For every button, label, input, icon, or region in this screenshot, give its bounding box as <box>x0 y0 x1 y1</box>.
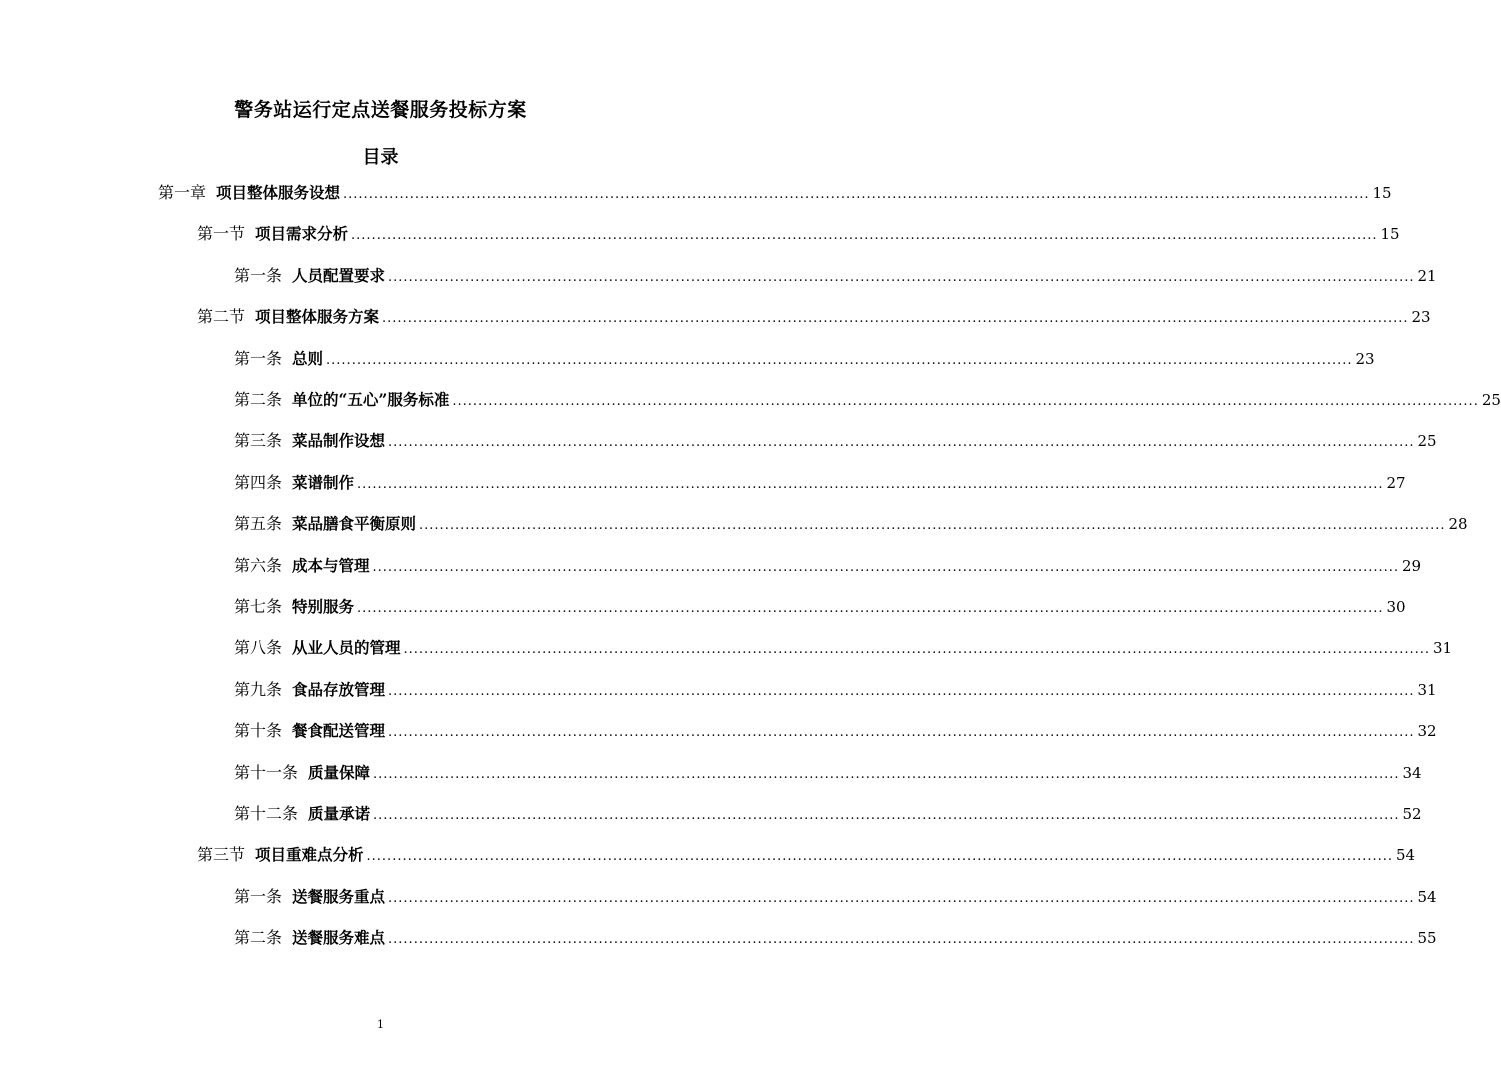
toc-entry-label: 从业人员的管理 <box>292 638 401 658</box>
toc-leader-dots: ........................................................................................................................................................................................................ <box>372 559 1399 575</box>
toc-leader-dots: ........................................................................................................................................................................................................ <box>373 808 1400 823</box>
toc-entry-number: 第七条 <box>234 597 283 616</box>
toc-entry-number: 第一条 <box>234 348 283 368</box>
toc-entry[interactable] <box>234 511 1468 537</box>
toc-entry[interactable] <box>158 180 1392 206</box>
toc-entry[interactable] <box>234 263 1437 289</box>
toc-entry-page: 30 <box>1386 598 1406 616</box>
toc-entry-page: 34 <box>1402 763 1422 782</box>
toc-entry-page: 28 <box>1448 515 1468 534</box>
toc-entry-label: 餐食配送管理 <box>292 721 386 741</box>
toc-entry-number: 第六条 <box>234 555 283 575</box>
toc-entry-page: 54 <box>1396 846 1416 865</box>
toc-entry-label: 特别服务 <box>292 597 355 616</box>
toc-leader-dots: ........................................................................................................................................................................................................ <box>419 518 1446 534</box>
toc-entry-page: 54 <box>1417 887 1437 906</box>
toc-entry-page: 52 <box>1402 805 1422 823</box>
toc-entry-number: 第二条 <box>234 928 283 948</box>
toc-entry-page: 29 <box>1402 556 1422 575</box>
toc-entry-number: 第三条 <box>234 431 283 451</box>
toc-leader-dots: ........................................................................................................................................................................................................ <box>357 476 1384 492</box>
toc-entry-page: 31 <box>1417 680 1437 699</box>
toc-entry-number: 第二条 <box>234 390 283 409</box>
toc-entry-number: 第十一条 <box>234 762 299 782</box>
toc-entry-label: 成本与管理 <box>292 555 370 575</box>
toc-entry-label: 菜品膳食平衡原则 <box>292 514 417 534</box>
toc-entry[interactable] <box>234 677 1437 703</box>
toc-entry-page: 25 <box>1481 391 1501 409</box>
toc-leader-dots: ........................................................................................................................................................................................................ <box>388 890 1415 906</box>
toc-entry-page: 23 <box>1355 349 1375 368</box>
toc-entry[interactable] <box>234 594 1406 620</box>
toc-entry-label: 菜谱制作 <box>292 472 355 492</box>
toc-entry-page: 27 <box>1386 473 1406 492</box>
toc-entry[interactable] <box>197 842 1416 868</box>
toc-leader-dots: ........................................................................................................................................................................................................ <box>357 601 1384 616</box>
toc-entry[interactable] <box>234 760 1422 786</box>
toc-entry-label: 项目整体服务方案 <box>255 307 380 327</box>
toc-leader-dots: ........................................................................................................................................................................................................ <box>382 311 1409 327</box>
toc-leader-dots: ........................................................................................................................................................................................................ <box>343 187 1370 202</box>
toc-entry-label: 项目重难点分析 <box>255 845 364 865</box>
toc-entry-label: 送餐服务重点 <box>292 886 386 906</box>
toc-entry-page: 15 <box>1372 184 1392 202</box>
toc-entry-page: 55 <box>1417 929 1437 948</box>
toc-heading: 目录 <box>362 147 399 168</box>
toc-entry-label: 项目需求分析 <box>255 224 349 244</box>
toc-entry[interactable] <box>197 221 1400 247</box>
toc-entry[interactable] <box>234 884 1437 910</box>
toc-entry-number: 第十条 <box>234 721 283 741</box>
toc-leader-dots: ........................................................................................................................................................................................................ <box>403 642 1430 658</box>
toc-entry[interactable] <box>234 925 1437 951</box>
toc-entry-label: 送餐服务难点 <box>292 928 386 948</box>
toc-entry-label: 质量承诺 <box>308 804 371 823</box>
toc-entry-number: 第三节 <box>197 845 246 865</box>
toc-entry[interactable] <box>234 428 1437 454</box>
toc-entry-number: 第一条 <box>234 886 283 906</box>
toc-entry[interactable] <box>234 470 1406 496</box>
toc-entry[interactable] <box>234 801 1422 827</box>
toc-entry-number: 第五条 <box>234 514 283 534</box>
toc-leader-dots: ........................................................................................................................................................................................................ <box>388 435 1415 451</box>
toc-entry-page: 21 <box>1417 266 1437 285</box>
page-number: 1 <box>377 1018 384 1031</box>
toc-entry-number: 第十二条 <box>234 804 299 823</box>
toc-entry-label: 项目整体服务设想 <box>216 183 341 202</box>
toc-leader-dots: ........................................................................................................................................................................................................ <box>452 394 1479 409</box>
toc-entry-page: 31 <box>1433 639 1453 658</box>
toc-entry[interactable] <box>234 387 1501 413</box>
toc-entry-page: 25 <box>1417 432 1437 451</box>
toc-entry-number: 第九条 <box>234 679 283 699</box>
toc-entry-label: 食品存放管理 <box>292 679 386 699</box>
toc-leader-dots: ........................................................................................................................................................................................................ <box>373 766 1400 782</box>
toc-entry-label: 总则 <box>292 348 324 368</box>
toc-leader-dots: ........................................................................................................................................................................................................ <box>326 352 1353 368</box>
toc-leader-dots: ........................................................................................................................................................................................................ <box>388 932 1415 948</box>
toc-entry[interactable] <box>234 635 1453 661</box>
toc-entry-page: 15 <box>1380 225 1400 244</box>
toc-entry[interactable] <box>234 346 1375 372</box>
toc-entry[interactable] <box>234 718 1437 744</box>
toc-entry-label: 人员配置要求 <box>292 265 386 285</box>
toc-leader-dots: ........................................................................................................................................................................................................ <box>351 228 1378 244</box>
toc-leader-dots: ........................................................................................................................................................................................................ <box>388 725 1415 741</box>
toc-leader-dots: ........................................................................................................................................................................................................ <box>366 849 1393 865</box>
toc-entry-number: 第一章 <box>158 183 207 202</box>
toc-entry-number: 第二节 <box>197 307 246 327</box>
toc-entry-number: 第一条 <box>234 265 283 285</box>
toc-entry-number: 第四条 <box>234 472 283 492</box>
toc-entry[interactable] <box>197 304 1431 330</box>
toc-leader-dots: ........................................................................................................................................................................................................ <box>388 269 1415 285</box>
toc-entry-label: 菜品制作设想 <box>292 431 386 451</box>
toc-entry-number: 第一节 <box>197 224 246 244</box>
toc-entry-number: 第八条 <box>234 638 283 658</box>
toc-entry-label: 单位的“五心”服务标准 <box>292 390 450 409</box>
toc-leader-dots: ........................................................................................................................................................................................................ <box>388 683 1415 699</box>
toc-entry-page: 23 <box>1411 308 1431 327</box>
toc-entry-page: 32 <box>1417 722 1437 741</box>
toc-entry[interactable] <box>234 553 1422 579</box>
document-title: 警务站运行定点送餐服务投标方案 <box>234 99 527 121</box>
toc-entry-label: 质量保障 <box>308 762 371 782</box>
